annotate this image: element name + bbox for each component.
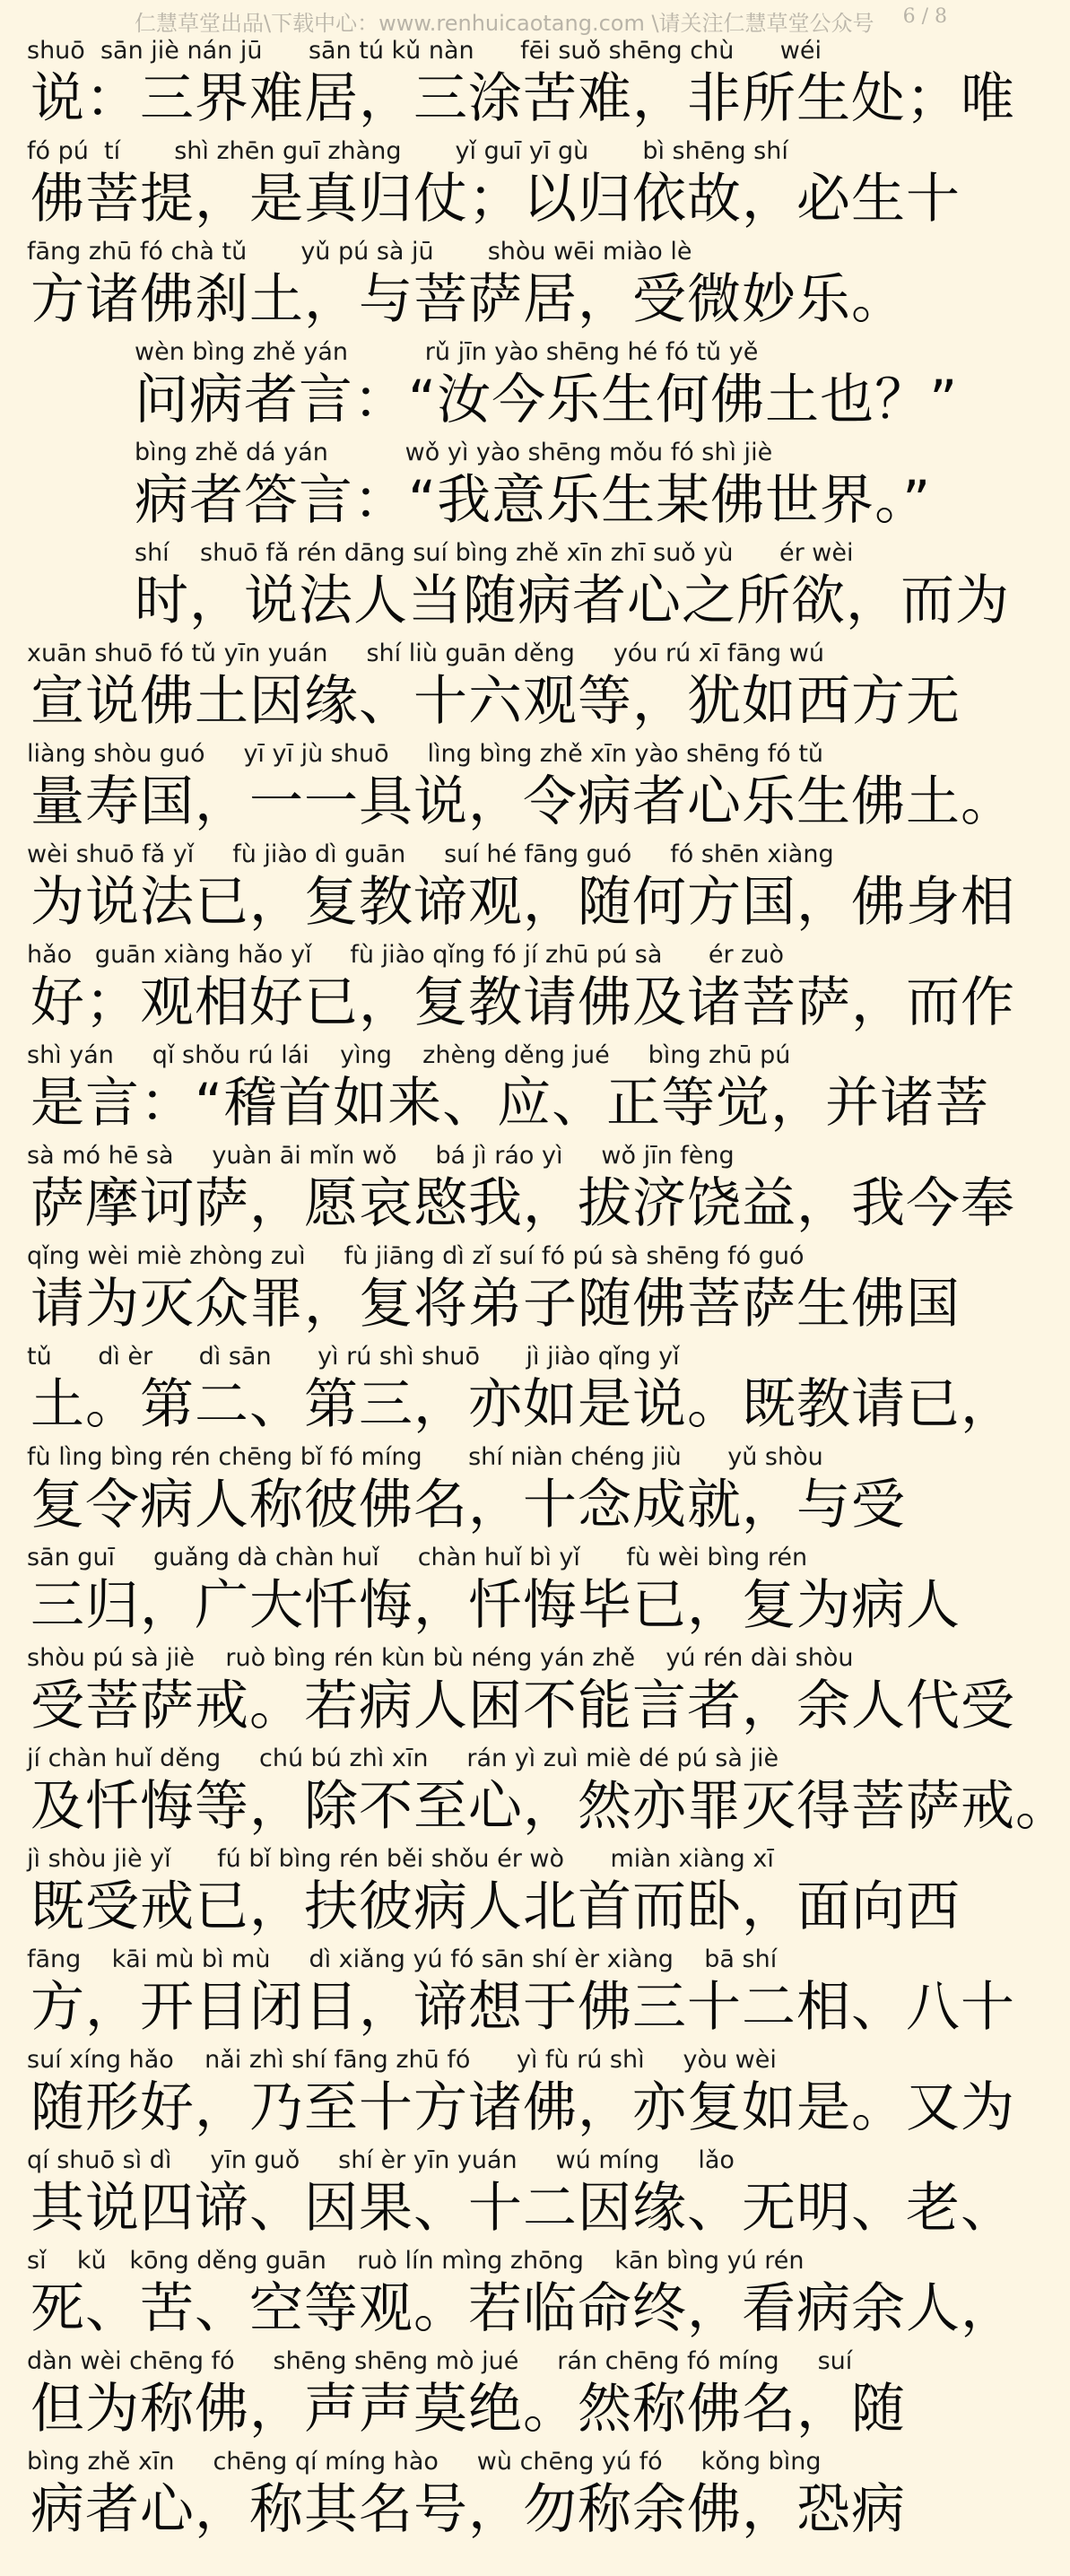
text-line — [0, 36, 1015, 136]
text-line — [0, 2447, 969, 2547]
text-line — [0, 1643, 1015, 1744]
hanzi-line: 死、苦、空等观。若临命终，看病余人， — [30, 2277, 1015, 2340]
pinyin-line: qí shuō sì dì yīn guǒ shí èr yīn yuán wú míng lǎo — [27, 2146, 735, 2174]
pinyin-line: sà mó hē sà yuàn āi mǐn wǒ bá jì ráo yì wǒ jīn fèng — [27, 1142, 735, 1170]
text-line — [0, 1744, 1070, 1844]
hanzi-line: 是言：“稽首如来、应、正等觉，并诸菩 — [30, 1072, 990, 1135]
pinyin-line: sǐ kǔ kōng děng guān ruò lín mìng zhōng kān bìng yú rén — [27, 2247, 805, 2275]
pinyin-line: sān guī guǎng dà chàn huǐ chàn huǐ bì yǐ fù wèi bìng rén — [27, 1544, 808, 1571]
hanzi-line: 病者心，称其名号，勿称余佛，恐病 — [30, 2478, 906, 2541]
hanzi-line: 其说四谛、因果、十二因缘、无明、老、 — [30, 2177, 1015, 2240]
text-line — [0, 1040, 990, 1141]
pinyin-line: fāng zhū fó chà tǔ yǔ pú sà jū shòu wēi miào lè — [27, 238, 692, 265]
pinyin-line: hǎo guān xiàng hǎo yǐ fù jiào qǐng fó jí zhū pú sà ér zuò — [27, 941, 784, 969]
hanzi-line: 既受戒已，扶彼病人北首而卧，面向西 — [30, 1875, 961, 1938]
pinyin-line: wèi shuō fǎ yǐ fù jiào dì guān suí hé fāng guó fó shēn xiàng — [27, 840, 834, 868]
pinyin-line: jì shòu jiè yǐ fú bǐ bìng rén běi shǒu ér wò miàn xiàng xī — [27, 1845, 774, 1873]
text-line — [0, 538, 1010, 639]
hanzi-line: 时，说法人当随病者心之所欲，而为 — [135, 570, 1010, 632]
hanzi-line: 但为称佛，声声莫绝。然称佛名，随 — [30, 2378, 906, 2441]
text-line — [0, 739, 1015, 840]
hanzi-line: 说：三界难居，三涂苦难，非所生处；唯 — [30, 67, 1015, 130]
hanzi-line: 问病者言：“汝今乐生何佛土也？” — [135, 369, 959, 431]
hanzi-line: 为说法已，复教谛观，随何方国，佛身相 — [30, 871, 1015, 934]
pinyin-line: tǔ dì èr dì sān yì rú shì shuō jì jiào qǐng yǐ — [27, 1343, 680, 1371]
hanzi-line: 佛菩提，是真归仗；以归依故，必生十 — [30, 168, 961, 231]
text-line — [0, 1141, 1015, 1241]
pinyin-line: fù lìng bìng rén chēng bǐ fó míng shí niàn chéng jiù yǔ shòu — [27, 1443, 823, 1471]
text-line — [0, 2045, 1015, 2145]
hanzi-line: 三归，广大忏悔，忏悔毕已，复为病人 — [30, 1574, 961, 1637]
page-number: 6 / 8 — [902, 5, 947, 28]
text-line — [0, 2145, 1015, 2246]
pinyin-line: bìng zhě dá yán wǒ yì yào shēng mǒu fó shì jiè — [135, 439, 773, 466]
hanzi-line: 请为灭众罪，复将弟子随佛菩萨生佛国 — [30, 1273, 961, 1336]
pinyin-line: dàn wèi chēng fó shēng shēng mò jué rán chēng fó míng suí — [27, 2347, 853, 2375]
pinyin-line: shòu pú sà jiè ruò bìng rén kùn bù néng yán zhě yú rén dài shòu — [27, 1644, 854, 1672]
text-line — [0, 940, 1015, 1040]
text-line — [0, 1241, 969, 1342]
pinyin-line: shuō sān jiè nán jū sān tú kǔ nàn fēi suǒ shēng chù wéi — [27, 37, 822, 65]
hanzi-line: 萨摩诃萨，愿哀愍我，拔济饶益，我今奉 — [30, 1172, 1015, 1235]
pinyin-line: suí xíng hǎo nǎi zhì shí fāng zhū fó yì fù rú shì yòu wèi — [27, 2046, 777, 2074]
pinyin-line: bìng zhě xīn chēng qí míng hào wù chēng yú fó kǒng bìng — [27, 2448, 822, 2476]
hanzi-line: 受菩萨戒。若病人困不能言者，余人代受 — [30, 1675, 1015, 1737]
pinyin-line: jí chàn huǐ děng chú bú zhì xīn rán yì zuì miè dé pú sà jiè — [27, 1745, 779, 1772]
text-line — [0, 639, 969, 739]
text-line — [0, 840, 1015, 940]
hanzi-line: 病者答言：“我意乐生某佛世界。” — [135, 469, 932, 532]
pinyin-line: shì yán qǐ shǒu rú lái yìng zhèng děng jué bìng zhū pú — [27, 1041, 791, 1069]
header-bar — [0, 0, 969, 34]
text-line — [0, 237, 969, 337]
scripture-text — [0, 36, 1070, 2547]
hanzi-line: 随形好，乃至十方诸佛，亦复如是。又为 — [30, 2076, 1015, 2139]
pinyin-line: wèn bìng zhě yán rǔ jīn yào shēng hé fó tǔ yě — [135, 338, 759, 366]
text-line — [0, 1442, 969, 1543]
hanzi-line: 及忏悔等，除不至心，然亦罪灭得菩萨戒。 — [30, 1775, 1070, 1838]
hanzi-line: 方，开目闭目，谛想于佛三十二相、八十 — [30, 1976, 1015, 2039]
hanzi-line: 复令病人称彼佛名，十念成就，与受 — [30, 1474, 906, 1536]
text-line — [0, 2346, 969, 2447]
header-title: 仁慧草堂出品\下载中心：www.renhuicaotang.com \请关注仁慧草堂公众号 — [135, 11, 874, 36]
pinyin-line: fāng kāi mù bì mù dì xiǎng yú fó sān shí èr xiàng bā shí — [27, 1945, 778, 1973]
text-line — [0, 337, 969, 438]
text-line — [0, 2246, 1015, 2346]
pinyin-line: shí shuō fǎ rén dāng suí bìng zhě xīn zhī suǒ yù ér wèi — [135, 539, 854, 567]
hanzi-line: 好；观相好已，复教请佛及诸菩萨，而作 — [30, 971, 1015, 1034]
pinyin-line: liàng shòu guó yī yī jù shuō lìng bìng zhě xīn yào shēng fó tǔ — [27, 740, 824, 768]
text-line — [0, 438, 969, 538]
text-line — [0, 1342, 1015, 1442]
hanzi-line: 土。第二、第三，亦如是说。既教请已， — [30, 1373, 1015, 1436]
hanzi-line: 方诸佛刹土，与菩萨居，受微妙乐。 — [30, 268, 906, 331]
hanzi-line: 宣说佛土因缘、十六观等，犹如西方无 — [30, 670, 961, 733]
text-line — [0, 136, 969, 237]
hanzi-line: 量寿国，一一具说，令病者心乐生佛土。 — [30, 770, 1015, 833]
text-line — [0, 1543, 969, 1643]
pinyin-line: qǐng wèi miè zhòng zuì fù jiāng dì zǐ suí fó pú sà shēng fó guó — [27, 1242, 805, 1270]
pinyin-line: xuān shuō fó tǔ yīn yuán shí liù guān děng yóu rú xī fāng wú — [27, 640, 824, 667]
text-line — [0, 1844, 969, 1945]
text-line — [0, 1945, 1015, 2045]
pinyin-line: fó pú tí shì zhēn guī zhàng yǐ guī yī gù bì shēng shí — [27, 137, 788, 165]
